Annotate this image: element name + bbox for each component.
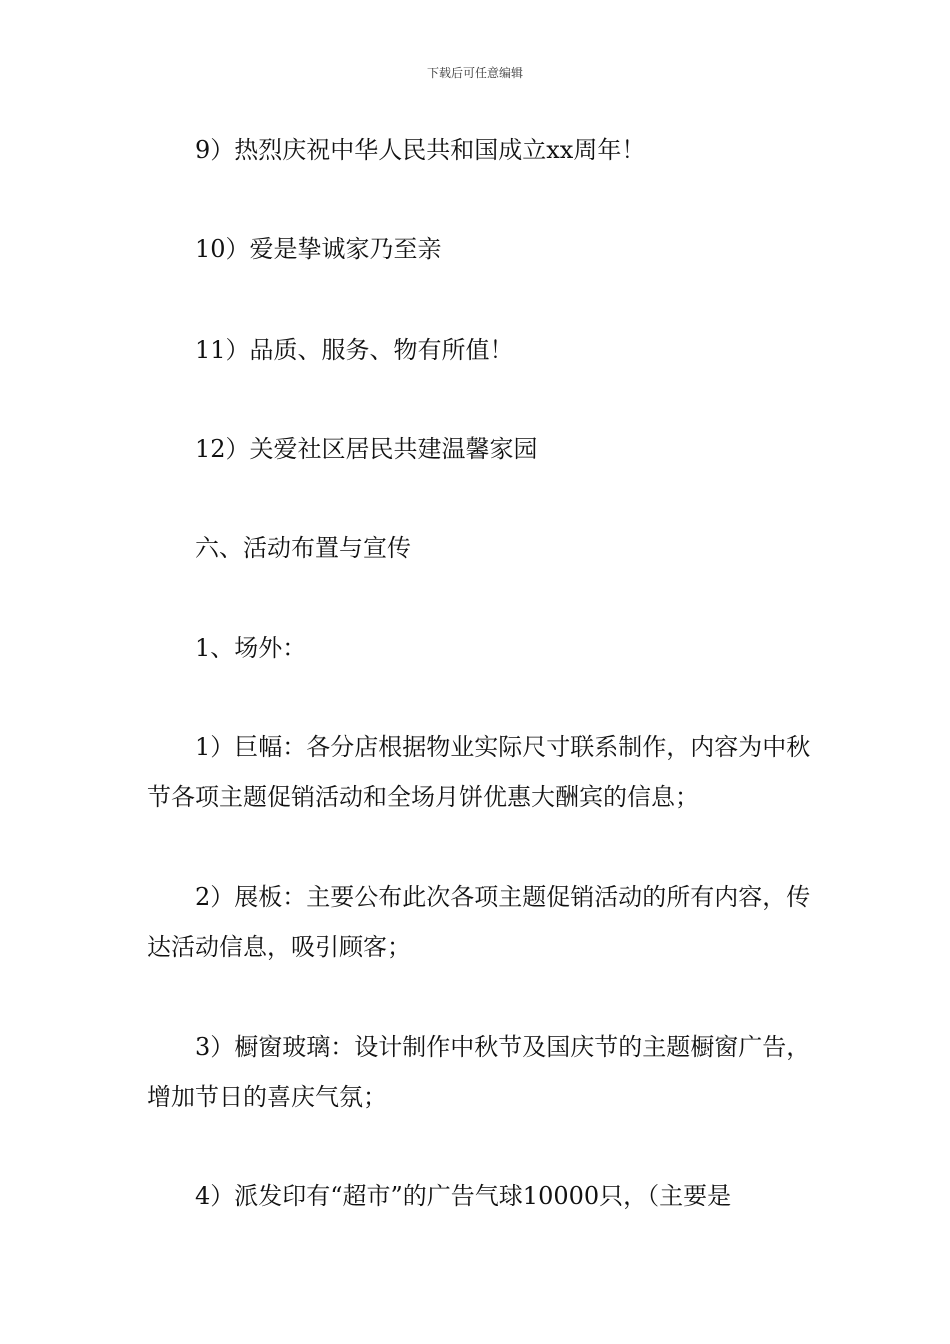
page-header: 下载后可任意编辑: [426, 66, 523, 80]
subsection-outdoor: 1、场外：: [195, 634, 307, 662]
slogan-12: 12）关爱社区居民共建温馨家园: [195, 435, 538, 463]
slogan-9: 9）热烈庆祝中华人民共和国成立xx周年！: [195, 136, 646, 164]
item-display-board: 2）展板：主要公布此次各项主题促销活动的所有内容，传达活动信息，吸引顾客；: [147, 883, 811, 961]
item-window-glass: 3）橱窗玻璃：设计制作中秋节及国庆节的主题橱窗广告，增加节日的喜庆气氛；: [147, 1033, 811, 1111]
slogan-11: 11）品质、服务、物有所值！: [195, 336, 514, 364]
slogan-10: 10）爱是挚诚家乃至亲: [195, 235, 442, 263]
item-banner: 1）巨幅：各分店根据物业实际尺寸联系制作，内容为中秋节各项主题促销活动和全场月饼优惠大酬宾的信息；: [147, 733, 811, 811]
section-heading-6: 六、活动布置与宣传: [195, 534, 411, 562]
item-balloons: 4）派发印有“超市”的广告气球10000只，（主要是: [195, 1182, 732, 1210]
